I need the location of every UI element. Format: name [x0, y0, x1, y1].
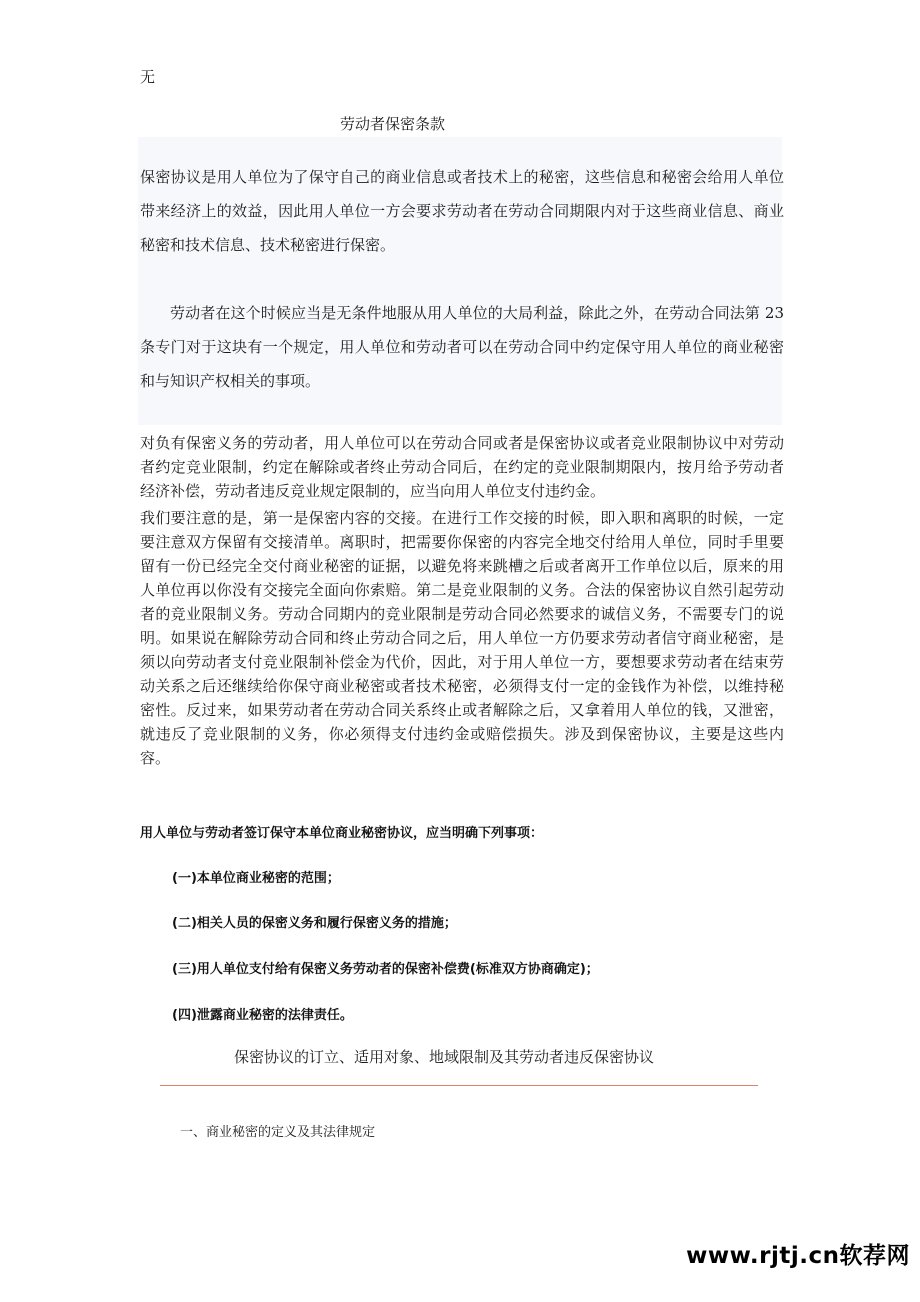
section-divider	[160, 1085, 758, 1086]
requirement-item: (一)本单位商业秘密的范围；	[172, 871, 340, 886]
requirements-heading: 用人单位与劳动者签订保守本单位商业秘密协议，应当明确下列事项：	[140, 826, 544, 841]
paragraph-non-compete: 对负有保密义务的劳动者，用人单位可以在劳动合同或者是保密协议或者竞业限制协议中对劳动者约定竞业限制，约定在解除或者终止劳动合同后，在约定的竞业限制期限内，按月给予劳动者经济补偿，劳动者违反竞业规定限制的，应当向用人单位支付违约金。	[140, 434, 784, 500]
section-title: 保密协议的订立、适用对象、地域限制及其劳动者违反保密协议	[234, 1048, 655, 1066]
section-subheading: 一、商业秘密的定义及其法律规定	[180, 1125, 376, 1140]
document-title: 劳动者保密条款	[340, 115, 446, 133]
paragraph-labor-contract-law-article-23: 劳动者在这个时候应当是无条件地服从用人单位的大局利益，除此之外，在劳动合同法第 23 条专门对于这块有一个规定，用人单位和劳动者可以在劳动合同中约定保守用人单位的商业秘密和与知识产权相关的事项。	[140, 304, 784, 390]
requirement-item: (四)泄露商业秘密的法律责任。	[172, 1008, 353, 1023]
watermark-text: www.rjtj.cn软荐网	[686, 1243, 910, 1269]
requirement-item: (二)相关人员的保密义务和履行保密义务的措施；	[172, 916, 457, 931]
paragraph-handover-notes: 我们要注意的是，第一是保密内容的交接。在进行工作交接的时候，即入职和离职的时候，一定要注意双方保留有交接清单。离职时，把需要你保密的内容完全地交付给用人单位，同时手里要留有一份已经完全交付商业秘密的证据，以避免将来跳槽之后或者离开工作单位以后，原来的用人单位再以你没有交接完全面向你索赔。第二是竞业限制的义务。合法的保密协议自然引起劳动者的竞业限制义务。劳动合同期内的竞业限制是劳动合同必然要求的诚信义务，不需要专门的说明。如果说在解除劳动合同和终止劳动合同之后，用人单位一方仍要求劳动者信守商业秘密，是须以向劳动者支付竞业限制补偿金为代价，因此，对于用人单位一方，要想要求劳动者在结束劳动关系之后还继续给你保守商业秘密或者技术秘密，必须得支付一定的金钱作为补偿，以维持秘密性。反过来，如果劳动者在劳动合同关系终止或者解除之后，又拿着用人单位的钱，又泄密，就违反了竞业限制的义务，你必须得支付违约金或赔偿损失。涉及到保密协议，主要是这些内容。	[140, 509, 784, 767]
requirement-item: (三)用人单位支付给有保密义务劳动者的保密补偿费(标准双方协商确定)；	[172, 962, 599, 977]
corner-label: 无	[140, 68, 156, 86]
paragraph-confidentiality-definition: 保密协议是用人单位为了保守自己的商业信息或者技术上的秘密，这些信息和秘密会给用人单位带来经济上的效益，因此用人单位一方会要求劳动者在劳动合同期限内对于这些商业信息、商业秘密和技术信息、技术秘密进行保密。	[140, 168, 784, 254]
